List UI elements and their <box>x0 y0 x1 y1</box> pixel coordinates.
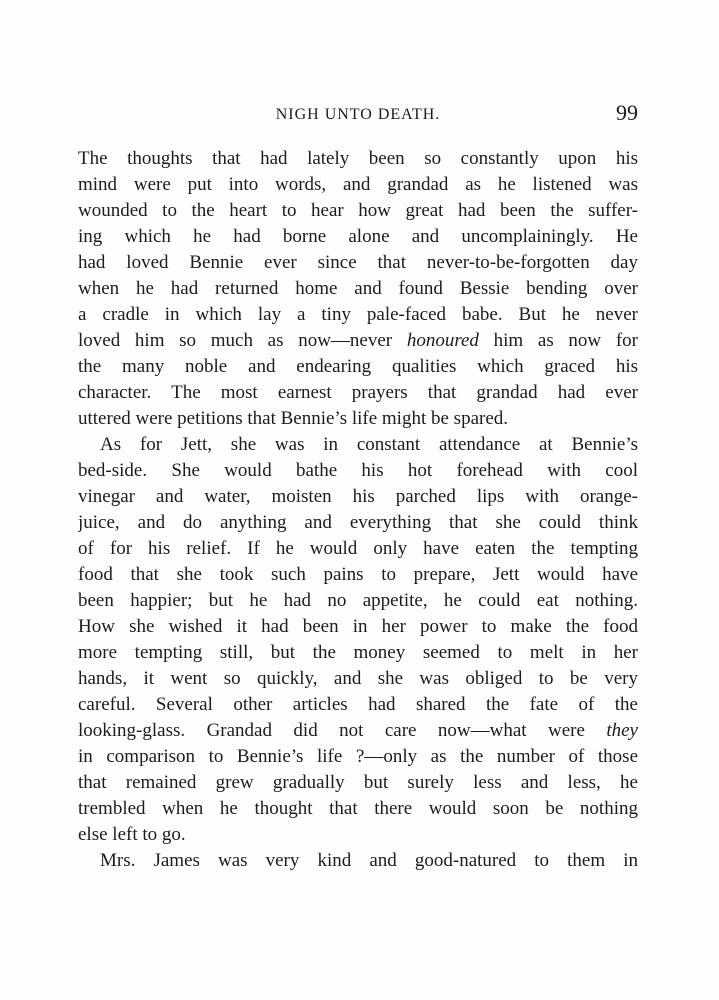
text-line: else left to go. <box>78 824 186 845</box>
text-segment: loved him so much as now—never <box>78 330 393 351</box>
text-line: had loved Bennie ever since that never-to-be-forgotten day <box>78 252 638 273</box>
text-line: trembled when he thought that there would soon be nothing <box>78 798 638 819</box>
text-line: uttered were petitions that Bennie’s life might be spared. <box>78 408 509 429</box>
text-line: character. The most earnest prayers that grandad had ever <box>78 382 638 403</box>
text-line: in comparison to Bennie’s life ?—only as the number of those <box>78 746 638 767</box>
text-line: wounded to the heart to hear how great had been the suffer- <box>78 200 638 221</box>
running-title: NIGH UNTO DEATH. <box>275 106 441 123</box>
body-text <box>78 146 638 874</box>
text-line: ing which he had borne alone and uncomplainingly. He <box>78 226 638 247</box>
text-line: the many noble and endearing qualities which graced his <box>78 356 638 377</box>
text-line: Mrs. James was very kind and good-natured to them in <box>100 850 638 871</box>
text-line: mind were put into words, and grandad as he listened was <box>78 174 638 195</box>
page-number: 99 <box>616 100 638 125</box>
text-line: when he had returned home and found Bessie bending over <box>78 278 638 299</box>
text-line: more tempting still, but the money seemed to melt in her <box>78 642 638 663</box>
text-line: of for his relief. If he would only have eaten the tempting <box>78 538 638 559</box>
running-head <box>78 100 638 130</box>
italic-emphasis: honoured <box>406 330 479 351</box>
text-line: careful. Several other articles had shared the fate of the <box>78 694 638 715</box>
text-line: that remained grew gradually but surely less and less, he <box>78 772 638 793</box>
text-line: As for Jett, she was in constant attendance at Bennie’s <box>100 434 638 455</box>
text-line: juice, and do anything and everything that she could think <box>78 512 638 533</box>
text-line: The thoughts that had lately been so constantly upon his <box>78 148 638 169</box>
text-line: food that she took such pains to prepare, Jett would have <box>78 564 638 585</box>
text-line <box>78 328 638 354</box>
text-segment: him as now for <box>493 330 638 351</box>
text-line: a cradle in which lay a tiny pale-faced babe. But he never <box>78 304 638 325</box>
italic-emphasis: they <box>606 720 638 741</box>
text-line: hands, it went so quickly, and she was obliged to be very <box>78 668 638 689</box>
text-line: bed-side. She would bathe his hot forehead with cool <box>78 460 638 481</box>
text-line: vinegar and water, moisten his parched lips with orange- <box>78 486 638 507</box>
text-segment: looking-glass. Grandad did not care now—what were <box>78 720 585 741</box>
text-line: How she wished it had been in her power to make the food <box>78 616 638 637</box>
text-line <box>78 718 638 744</box>
text-line: been happier; but he had no appetite, he could eat nothing. <box>78 590 638 611</box>
